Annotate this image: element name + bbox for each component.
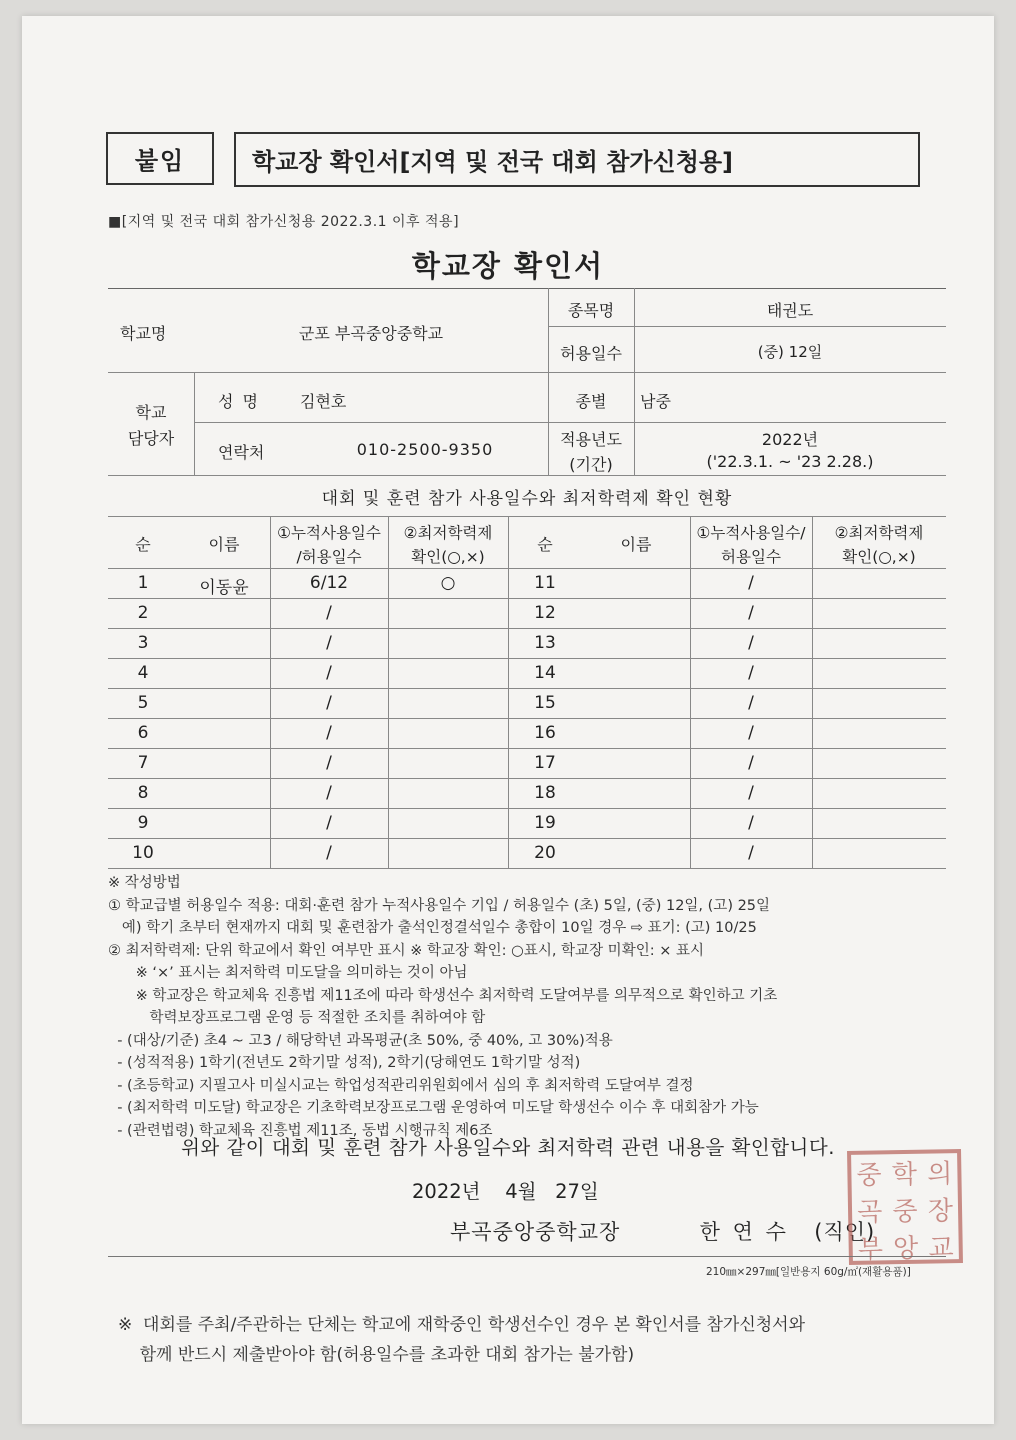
- allowed-days-value: (중) 12일: [757, 343, 823, 361]
- period-label-2: (기간): [569, 455, 613, 474]
- allowed-days-label: 허용일수: [560, 344, 622, 363]
- status-section-title: 대회 및 훈련 참가 사용일수와 최저학력제 확인 현황: [321, 489, 733, 509]
- table-cell: 8: [137, 783, 149, 803]
- table-rule: [108, 658, 946, 659]
- instruction-line: ② 최저학력제: 단위 학교에서 확인 여부만 표시 ※ 학교장 확인: ○표시, 학교장 미확인: × 표시: [108, 942, 704, 959]
- manager-label: 학교: [135, 403, 167, 422]
- table-rule: [108, 718, 946, 719]
- period-year: 2022년: [761, 430, 819, 449]
- table-rule: [108, 778, 946, 779]
- table-rule: [108, 808, 946, 809]
- seal-glyph: 의: [926, 1159, 953, 1190]
- table-rule: [812, 516, 813, 868]
- table-rule: [108, 688, 946, 689]
- table-cell: /: [748, 633, 754, 653]
- table-rule: [108, 475, 946, 476]
- principal-signature-line: [450, 1216, 875, 1246]
- table-cell: /: [326, 633, 332, 653]
- table-rule: [108, 838, 946, 839]
- instruction-line: 학력보장프로그램 운영 등 적절한 조치를 취하여야 함: [108, 1010, 486, 1026]
- contact-label: 연락처: [218, 443, 265, 462]
- table-rule: [194, 372, 195, 475]
- footer-note: [118, 1310, 805, 1370]
- col-days-right: ①누적사용일수/: [696, 524, 806, 542]
- table-cell: /: [748, 663, 754, 683]
- table-rule: [108, 288, 946, 289]
- instruction-line: - (최저학력 미도달) 학교장은 기초학력보장프로그램 운영하여 미도달 학생선수 이수 후 대회참가 가능: [108, 1100, 759, 1116]
- table-rule: [194, 422, 946, 423]
- instruction-line: - (대상/기준) 초4 ~ 고3 / 해당학년 과목평균(초 50%, 중 40%, 고 30%)적용: [108, 1032, 613, 1049]
- instruction-line: ① 학교급별 허용일수 적용: 대회·훈련 참가 누적사용일수 기입 / 허용일수 (초) 5일, (중) 12일, (고) 25일: [108, 897, 771, 914]
- official-seal: [847, 1149, 963, 1265]
- divider: [108, 1256, 946, 1257]
- table-cell: /: [748, 813, 754, 833]
- table-cell: 이동윤: [199, 578, 249, 598]
- table-cell: /: [748, 603, 754, 623]
- seal-glyph: 중: [892, 1196, 918, 1228]
- seal-glyph: 학: [891, 1159, 918, 1191]
- table-rule: [108, 868, 946, 869]
- table-cell: 4: [137, 663, 149, 683]
- footer-line: 함께 반드시 제출받아야 함(허용일수를 초과한 대회 참가는 불가함): [118, 1345, 635, 1365]
- table-cell: 12: [534, 603, 556, 623]
- table-cell: /: [326, 603, 332, 623]
- instructions: [108, 872, 948, 1142]
- category-value: 남중: [640, 392, 671, 411]
- col-days-right-2: 허용일수: [721, 548, 781, 566]
- event-value: 태권도: [766, 301, 814, 320]
- table-cell: /: [326, 843, 332, 863]
- seal-glyph: 중: [856, 1160, 882, 1191]
- col-days-left-2: /허용일수: [296, 548, 362, 566]
- footer-line: ※ 대회를 주최/주관하는 단체는 학교에 재학중인 학생선수인 경우 본 확인서를 참가신청서와: [118, 1315, 806, 1335]
- col-acad-right-2: 확인(○,×): [842, 548, 916, 566]
- name-label: 성 명: [218, 392, 260, 411]
- event-label: 종목명: [567, 301, 615, 320]
- school-name-label: 학교명: [120, 324, 167, 343]
- confirmation-date: 2022년 4월 27일: [412, 1180, 599, 1203]
- instruction-line: - (초등학교) 지필고사 미실시교는 학업성적관리위원회에서 심의 후 최저학력 도달여부 결정: [108, 1077, 694, 1094]
- table-cell: 10: [132, 843, 154, 863]
- form-title: 학교장 확인서[지역 및 전국 대회 참가신청용]: [234, 132, 920, 187]
- seal-glyph: 곡: [856, 1197, 883, 1228]
- principal-title: 부곡중앙중학교장: [450, 1220, 621, 1244]
- table-rule: [108, 628, 946, 629]
- table-rule: [108, 568, 946, 569]
- table-cell: /: [748, 783, 754, 803]
- paper-spec: 210㎜×297㎜[일반용지 60g/㎡(재활용품)]: [706, 1266, 911, 1278]
- table-rule: [388, 516, 389, 868]
- table-rule: [108, 372, 946, 373]
- table-cell: /: [748, 723, 754, 743]
- table-rule: [108, 748, 946, 749]
- instruction-line: ※ 작성방법: [108, 875, 181, 891]
- table-rule: [108, 598, 946, 599]
- confirmation-statement: 위와 같이 대회 및 훈련 참가 사용일수와 최저학력 관련 내용을 확인합니다.: [181, 1136, 835, 1159]
- col-acad-left: ②최저학력제: [403, 524, 493, 542]
- manager-label-2: 담당자: [127, 429, 175, 448]
- table-rule: [108, 516, 946, 517]
- category-label: 종별: [575, 392, 607, 411]
- table-cell: 1: [137, 573, 149, 593]
- table-cell: /: [748, 753, 754, 773]
- col-no-right: 순: [537, 535, 553, 554]
- table-cell: 18: [534, 783, 556, 803]
- table-cell: 14: [534, 663, 556, 683]
- table-cell: /: [326, 753, 332, 773]
- school-name: 군포 부곡중앙중학교: [298, 324, 444, 343]
- seal-glyph: 장: [927, 1196, 954, 1227]
- seal-glyph: 앙: [892, 1233, 919, 1265]
- col-name-left: 이름: [208, 535, 240, 554]
- table-cell: /: [326, 783, 332, 803]
- table-cell: 17: [534, 753, 556, 773]
- table-cell: 11: [534, 573, 556, 593]
- table-cell: /: [748, 843, 754, 863]
- table-cell: /: [326, 723, 332, 743]
- table-cell: /: [326, 693, 332, 713]
- principal-name: 한 연 수: [699, 1220, 789, 1244]
- table-cell: 6/12: [309, 573, 349, 593]
- table-cell: 16: [534, 723, 556, 743]
- table-cell: /: [326, 663, 332, 683]
- table-cell: /: [748, 573, 754, 593]
- table-cell: 13: [534, 633, 556, 653]
- table-cell: 9: [137, 813, 149, 833]
- manager-name: 김현호: [300, 392, 347, 411]
- instruction-line: ※ 학교장은 학교체육 진흥법 제11조에 따라 학생선수 최저학력 도달여부를 의무적으로 확인하고 기초: [108, 987, 778, 1004]
- table-cell: 19: [534, 813, 556, 833]
- subheading: ■[지역 및 전국 대회 참가신청용 2022.3.1 이후 적용]: [108, 214, 460, 230]
- instruction-line: ※ ‘×’ 표시는 최저학력 미도달을 의미하는 것이 아님: [108, 965, 468, 981]
- table-cell: 2: [137, 603, 149, 623]
- col-acad-right: ②최저학력제: [834, 524, 924, 542]
- table-cell: 5: [137, 693, 149, 713]
- table-cell: 6: [137, 723, 149, 743]
- seal-glyph: 교: [928, 1233, 954, 1264]
- attachment-label: 붙임: [106, 132, 214, 185]
- table-cell: ○: [440, 573, 456, 593]
- instruction-line: - (성적적용) 1학기(전년도 2학기말 성적), 2학기(당해연도 1학기말 성적): [108, 1055, 581, 1071]
- table-cell: 15: [534, 693, 556, 713]
- col-no-left: 순: [135, 535, 151, 554]
- seal-glyph: 부: [857, 1234, 884, 1265]
- period-label: 적용년도: [560, 430, 622, 449]
- col-acad-left-2: 확인(○,×): [411, 548, 485, 566]
- table-cell: 7: [137, 753, 149, 773]
- table-rule: [548, 326, 946, 327]
- col-name-right: 이름: [620, 535, 652, 554]
- table-cell: 20: [534, 843, 556, 863]
- instruction-line: 예) 학기 초부터 현재까지 대회 및 훈련참가 출석인정결석일수 총합이 10일 경우 ⇨ 표기: (고) 10/25: [108, 920, 757, 936]
- document-page: [22, 16, 994, 1424]
- instruction-line: - (관련법령) 학교체육 진흥법 제11조, 동법 시행규칙 제6조: [108, 1122, 493, 1139]
- table-cell: /: [326, 813, 332, 833]
- contact-value: 010-2500-9350: [356, 440, 494, 459]
- page-title: 학교장 확인서: [411, 249, 605, 283]
- table-cell: 3: [137, 633, 149, 653]
- table-cell: /: [748, 693, 754, 713]
- period-range: ('22.3.1. ~ '23 2.28.): [706, 452, 874, 471]
- seal-note: (직인): [814, 1220, 876, 1244]
- col-days-left: ①누적사용일수: [277, 524, 381, 542]
